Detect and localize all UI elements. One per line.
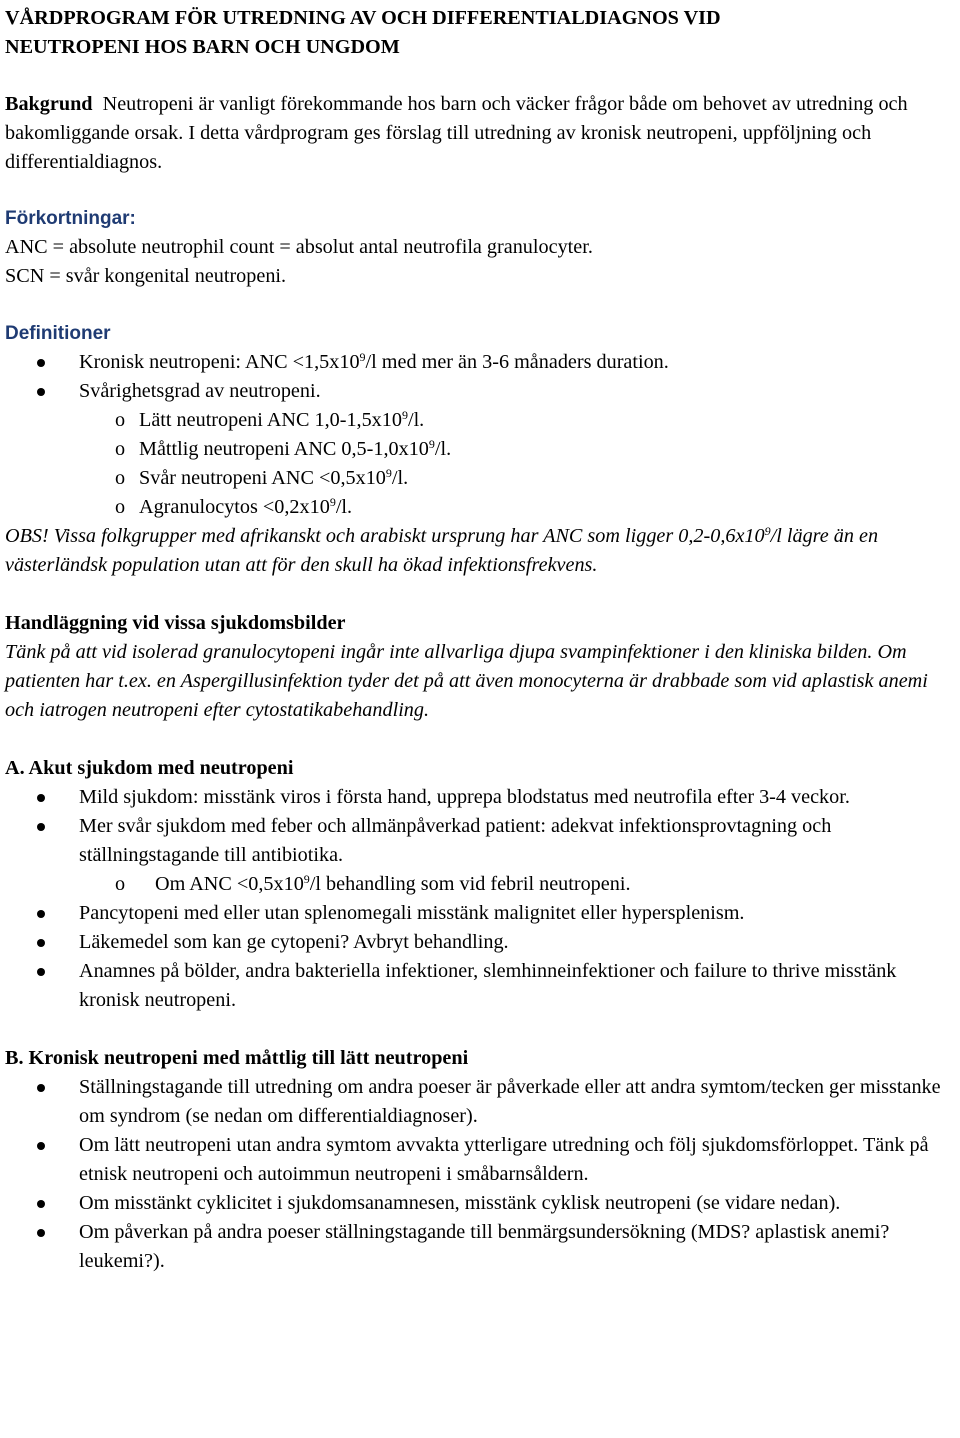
- definitions-heading: Definitioner: [5, 323, 111, 344]
- title-line-2: NEUTROPENI HOS BARN OCH UNGDOM: [5, 35, 400, 58]
- bullet-icon: [37, 910, 45, 918]
- definitions-section: [5, 319, 955, 522]
- list-item: Läkemedel som kan ge cytopeni? Avbryt behandling.: [5, 928, 955, 957]
- definitions-list: [5, 348, 955, 406]
- section-a-list-continued: [5, 899, 955, 1015]
- circle-bullet-icon: o: [115, 467, 126, 489]
- bullet-icon: [37, 794, 45, 802]
- list-item: Pancytopeni med eller utan splenomegali misstänk malignitet eller hypersplenism.: [5, 899, 955, 928]
- list-item: Anamnes på bölder, andra bakteriella infektioner, slemhinneinfektioner och failure to thrive misstänk kronisk neutropeni.: [5, 957, 955, 1015]
- title-line-1: VÅRDPROGRAM FÖR UTREDNING AV OCH DIFFERENTIALDIAGNOS VID: [5, 7, 721, 29]
- abbreviations-section: [5, 204, 955, 291]
- severity-level-item: o Svår neutropeni ANC $<0,5x10^9/l$.: [5, 464, 955, 493]
- list-item: Om misstänkt cyklicitet i sjukdomsanamnesen, misstänk cyklisk neutropeni (se vidare nedan).: [5, 1189, 955, 1218]
- management-heading: Handläggning vid vissa sjukdomsbilder: [5, 612, 346, 634]
- abbreviations-heading: Förkortningar:: [5, 208, 136, 229]
- bullet-icon: [37, 1084, 45, 1092]
- list-item: Svårighetsgrad av neutropeni.: [5, 377, 955, 406]
- section-b: [5, 1044, 955, 1276]
- section-a-list: [5, 783, 955, 870]
- abbreviation-scn: SCN = svår kongenital neutropeni.: [5, 265, 287, 287]
- obs-note: OBS! Vissa folkgrupper med afrikanskt och arabiskt ursprung har ANC som ligger $0,2-0,6x10^9/l$ lägre än en västerländsk population utan att för den skull ha ökad infektionsfrekvens.: [5, 524, 879, 576]
- bullet-icon: [37, 1229, 45, 1237]
- bullet-icon: [37, 1200, 45, 1208]
- list-item: Om lätt neutropeni utan andra symtom avvakta ytterligare utredning och följ sjukdomsförloppet. Tänk på etnisk neutropeni och autoimmun neutropeni i småbarnsåldern.: [5, 1131, 955, 1189]
- sub-list-item: o Om ANC $<0,5x10^9/l$ behandling som vid febril neutropeni.: [5, 870, 955, 899]
- management-text: Tänk på att vid isolerad granulocytopeni ingår inte allvarliga djupa svampinfektioner i den kliniska bilden. Om patienten har t.ex. en Aspergillusinfektion tyder det på att även monocyterna är drabbade som vid aplastisk anemi och iatrogen neutropeni efter cytostatikabehandling.: [5, 641, 928, 721]
- list-item: Kronisk neutropeni: ANC $<1,5x10^9/l$ med mer än 3-6 månaders duration.: [5, 348, 955, 377]
- bullet-icon: [37, 359, 45, 367]
- section-a-sublist: [5, 870, 955, 899]
- severity-level-item: o Lätt neutropeni ANC $1,0-1,5x10^9/l$.: [5, 406, 955, 435]
- section-a: [5, 754, 955, 1015]
- severity-levels-list: [5, 406, 955, 522]
- section-b-list: [5, 1073, 955, 1276]
- page-title: [5, 4, 955, 61]
- background-text: Neutropeni är vanligt förekommande hos barn och väcker frågor både om behovet av utredning och bakomliggande orsak. I detta vårdprogram ges förslag till utredning av kronisk neutropeni, uppföljning och differentialdiagnos.: [5, 93, 908, 173]
- bullet-icon: [37, 823, 45, 831]
- section-b-heading: B. Kronisk neutropeni med måttlig till lätt neutropeni: [5, 1047, 469, 1069]
- bullet-icon: [37, 1142, 45, 1150]
- bullet-icon: [37, 388, 45, 396]
- section-a-heading: A. Akut sjukdom med neutropeni: [5, 757, 294, 779]
- document-page: [5, 0, 955, 1276]
- bullet-icon: [37, 939, 45, 947]
- severity-level-item: o Agranulocytos $<0,2x10^9/l$.: [5, 493, 955, 522]
- list-item: Om påverkan på andra poeser ställningstagande till benmärgsundersökning (MDS? aplastisk anemi? leukemi?).: [5, 1218, 955, 1276]
- bullet-icon: [37, 968, 45, 976]
- background-label: Bakgrund: [5, 93, 93, 115]
- severity-level-item: o Måttlig neutropeni ANC $0,5-1,0x10^9/l$.: [5, 435, 955, 464]
- background-paragraph: [5, 90, 955, 177]
- circle-bullet-icon: o: [115, 873, 126, 895]
- management-section: [5, 609, 955, 725]
- abbreviation-anc: ANC = absolute neutrophil count = absolut antal neutrofila granulocyter.: [5, 236, 593, 258]
- list-item: Mer svår sjukdom med feber och allmänpåverkad patient: adekvat infektionsprovtagning och ställningstagande till antibiotika.: [5, 812, 955, 870]
- circle-bullet-icon: o: [115, 496, 126, 518]
- circle-bullet-icon: o: [115, 409, 126, 431]
- list-item: Mild sjukdom: misstänk viros i första hand, upprepa blodstatus med neutrofila efter 3-4 veckor.: [5, 783, 955, 812]
- circle-bullet-icon: o: [115, 438, 126, 460]
- list-item: Ställningstagande till utredning om andra poeser är påverkade eller att andra symtom/tecken ger misstanke om syndrom (se nedan om differentialdiagnoser).: [5, 1073, 955, 1131]
